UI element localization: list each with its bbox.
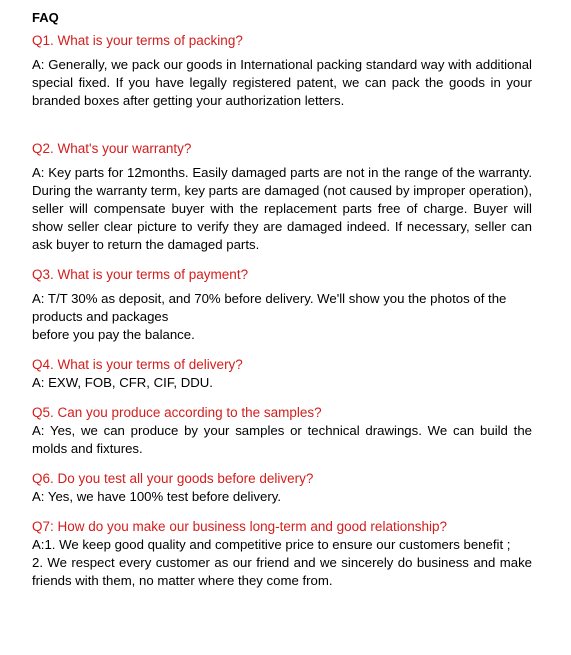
answer-2 — [32, 164, 532, 254]
answer-3 — [32, 290, 532, 344]
faq-item-1 — [32, 32, 532, 110]
faq-item-6 — [32, 470, 532, 506]
faq-item-4 — [32, 356, 532, 392]
answer-3-line-2: before you pay the balance. — [32, 327, 195, 342]
answer-5 — [32, 422, 532, 458]
question-2: Q2. What's your warranty? — [32, 141, 192, 156]
faq-item-2 — [32, 140, 532, 254]
answer-6-line-1: A: Yes, we have 100% test before delivery. — [32, 489, 282, 504]
answer-7 — [32, 536, 532, 590]
answer-7-line-1: A:1. We keep good quality and competitive price to ensure our customers benefit ; — [32, 537, 511, 552]
question-3: Q3. What is your terms of payment? — [32, 267, 249, 282]
answer-7-line-2: 2. We respect every customer as our friend and we sincerely do business and make friends with them, no matter where they come from. — [32, 555, 532, 588]
question-5: Q5. Can you produce according to the samples? — [32, 405, 322, 420]
answer-1-line-1: A: Generally, we pack our goods in International packing standard way with additional special fixed. If you have legally registered patent, we can pack the goods in your branded boxes after getting your authorization letters. — [32, 57, 532, 108]
answer-4 — [32, 374, 532, 392]
answer-4-line-1: A: EXW, FOB, CFR, CIF, DDU. — [32, 375, 213, 390]
answer-5-line-1: A: Yes, we can produce by your samples or technical drawings. We can build the molds and fixtures. — [32, 423, 532, 456]
question-7: Q7: How do you make our business long-term and good relationship? — [32, 519, 447, 534]
faq-title: FAQ — [32, 10, 59, 25]
answer-1 — [32, 56, 532, 110]
question-4: Q4. What is your terms of delivery? — [32, 357, 243, 372]
answer-2-line-1: A: Key parts for 12months. Easily damaged parts are not in the range of the warranty. During the warranty term, key parts are damaged (not caused by improper operation), seller will compensate buyer with the replacement parts free of charge. Buyer will show seller clear picture to verify they are damaged indeed. If necessary, seller can ask buyer to return the damaged parts. — [32, 165, 532, 252]
faq-document — [32, 8, 532, 590]
faq-item-5 — [32, 404, 532, 458]
answer-3-line-1: A: T/T 30% as deposit, and 70% before delivery. We'll show you the photos of the products and packages — [32, 291, 507, 324]
answer-6 — [32, 488, 532, 506]
question-1: Q1. What is your terms of packing? — [32, 33, 243, 48]
faq-item-7 — [32, 518, 532, 590]
question-6: Q6. Do you test all your goods before delivery? — [32, 471, 314, 486]
faq-item-3 — [32, 266, 532, 344]
